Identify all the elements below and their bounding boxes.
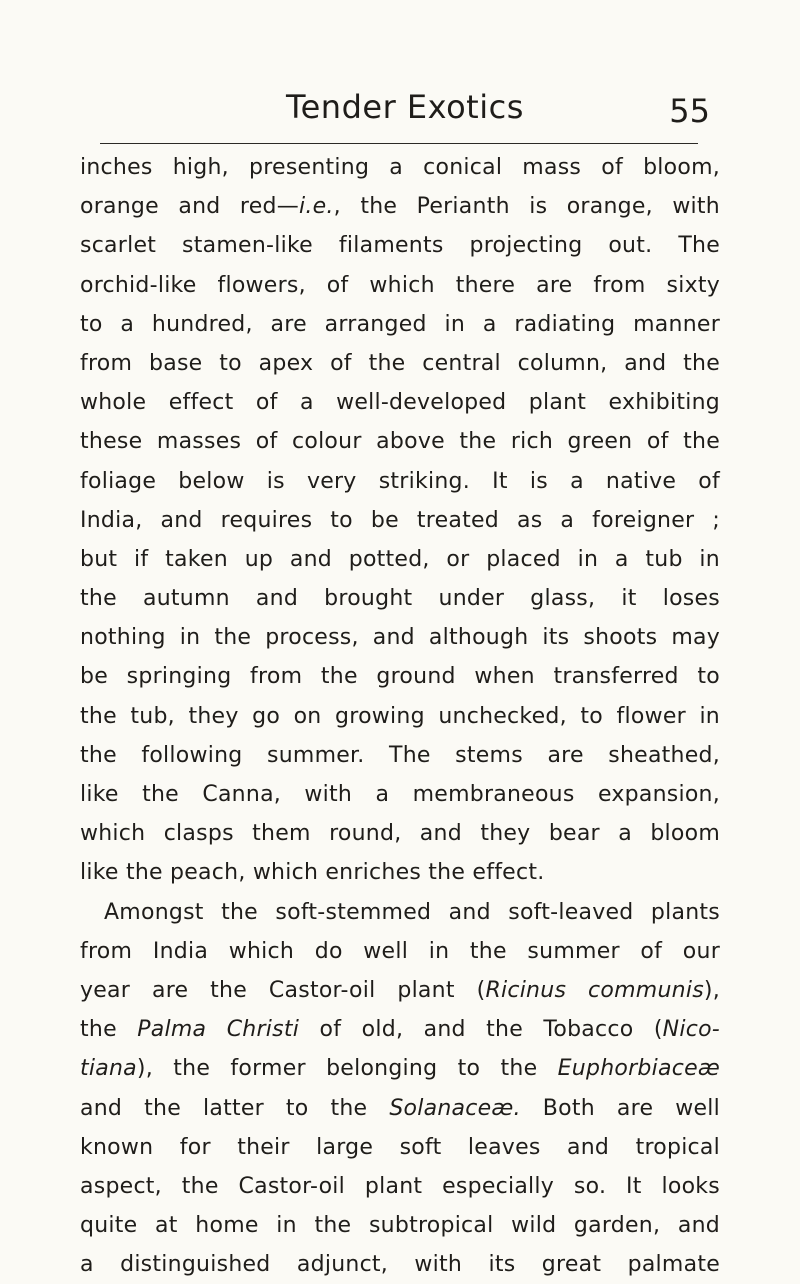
text-line: [80, 657, 720, 696]
text-line: [80, 462, 720, 501]
text-span: orange and red—: [80, 194, 299, 220]
text-span: from base to apex of the central column, and the: [80, 350, 720, 376]
text-span: a distinguished adjunct, with its great palmate: [80, 1252, 720, 1278]
text-line: [80, 1206, 720, 1245]
running-title: Tender Exotics: [286, 88, 524, 126]
text-line: [80, 1049, 720, 1088]
text-span: to a hundred, are arranged in a radiating manner: [80, 311, 720, 337]
text-span: Palma Christi: [137, 1017, 300, 1043]
text-span: be springing from the ground when transferred to: [80, 664, 720, 690]
text-line: [80, 226, 720, 265]
text-span: ),: [703, 977, 720, 1003]
text-span: Amongst the soft-stemmed and soft-leaved plants: [104, 899, 720, 925]
text-line: [80, 775, 720, 814]
text-span: from India which do well in the summer of our: [80, 938, 720, 964]
text-span: the: [80, 1017, 138, 1043]
text-span: tiana: [80, 1056, 137, 1082]
text-span: like the Canna, with a membraneous expansion,: [80, 782, 720, 807]
text-span: which clasps them round, and they bear a bloom: [80, 821, 720, 847]
text-span: Nico-: [662, 1017, 720, 1043]
text-line: [80, 383, 720, 422]
text-span: ), the former belonging to the: [136, 1056, 558, 1082]
text-line: [80, 1010, 720, 1049]
text-span: the following summer. The stems are sheathed,: [80, 742, 720, 768]
text-span: quite at home in the subtropical wild garden, and: [80, 1213, 720, 1239]
text-span: nothing in the process, and although its shoots may: [80, 625, 720, 651]
text-line: [80, 422, 720, 461]
text-span: known for their large soft leaves and tropical: [80, 1134, 720, 1160]
text-line: [80, 148, 720, 187]
body-text: [80, 148, 720, 1284]
text-span: and the latter to the: [80, 1095, 390, 1121]
text-span: orchid-like flowers, of which there are from sixty: [80, 272, 720, 298]
text-span: the tub, they go on growing unchecked, to flower in: [80, 703, 720, 729]
text-line: [80, 618, 720, 657]
text-line: [80, 736, 720, 775]
text-span: i.e.: [299, 194, 334, 220]
text-span: whole effect of a well-developed plant exhibiting: [80, 390, 720, 416]
text-span: , the Perianth is orange, with: [333, 194, 720, 220]
text-span: inches high, presenting a conical mass of bloom,: [80, 155, 720, 180]
text-line: [80, 1128, 720, 1167]
text-line: [80, 1167, 720, 1206]
page-number: 55: [669, 92, 710, 130]
text-line: [80, 579, 720, 618]
text-span: these masses of colour above the rich green of the: [80, 429, 720, 455]
text-line: [80, 540, 720, 579]
text-span: like the peach, which enriches the effect.: [80, 860, 545, 886]
text-span: India, and requires to be treated as a foreigner ;: [80, 507, 720, 533]
text-span: of old, and the Tobacco (: [299, 1017, 663, 1043]
text-line: [80, 344, 720, 383]
text-line: [80, 1089, 720, 1128]
text-span: Ricinus communis: [485, 977, 704, 1003]
text-line: [80, 932, 720, 971]
text-line: [80, 853, 720, 892]
text-span: foliage below is very striking. It is a native of: [80, 468, 720, 494]
text-line: [80, 893, 720, 932]
text-span: scarlet stamen-like filaments projecting out. The: [80, 233, 720, 259]
text-span: aspect, the Castor-oil plant especially so. It looks: [80, 1173, 720, 1199]
text-line: [80, 814, 720, 853]
text-span: the autumn and brought under glass, it loses: [80, 586, 720, 612]
text-span: year are the Castor-oil plant (: [80, 977, 486, 1003]
text-span: but if taken up and potted, or placed in a tub in: [80, 546, 720, 572]
text-span: Both are well: [520, 1095, 721, 1121]
text-line: [80, 1245, 720, 1284]
text-line: [80, 697, 720, 736]
text-line: [80, 305, 720, 344]
text-line: [80, 971, 720, 1010]
text-line: [80, 266, 720, 305]
page-header: [80, 88, 710, 136]
text-span: Solanaceæ.: [389, 1095, 521, 1121]
text-span: Euphorbiaceæ: [557, 1056, 720, 1082]
text-line: [80, 187, 720, 226]
header-rule: [100, 143, 698, 144]
text-line: [80, 501, 720, 540]
